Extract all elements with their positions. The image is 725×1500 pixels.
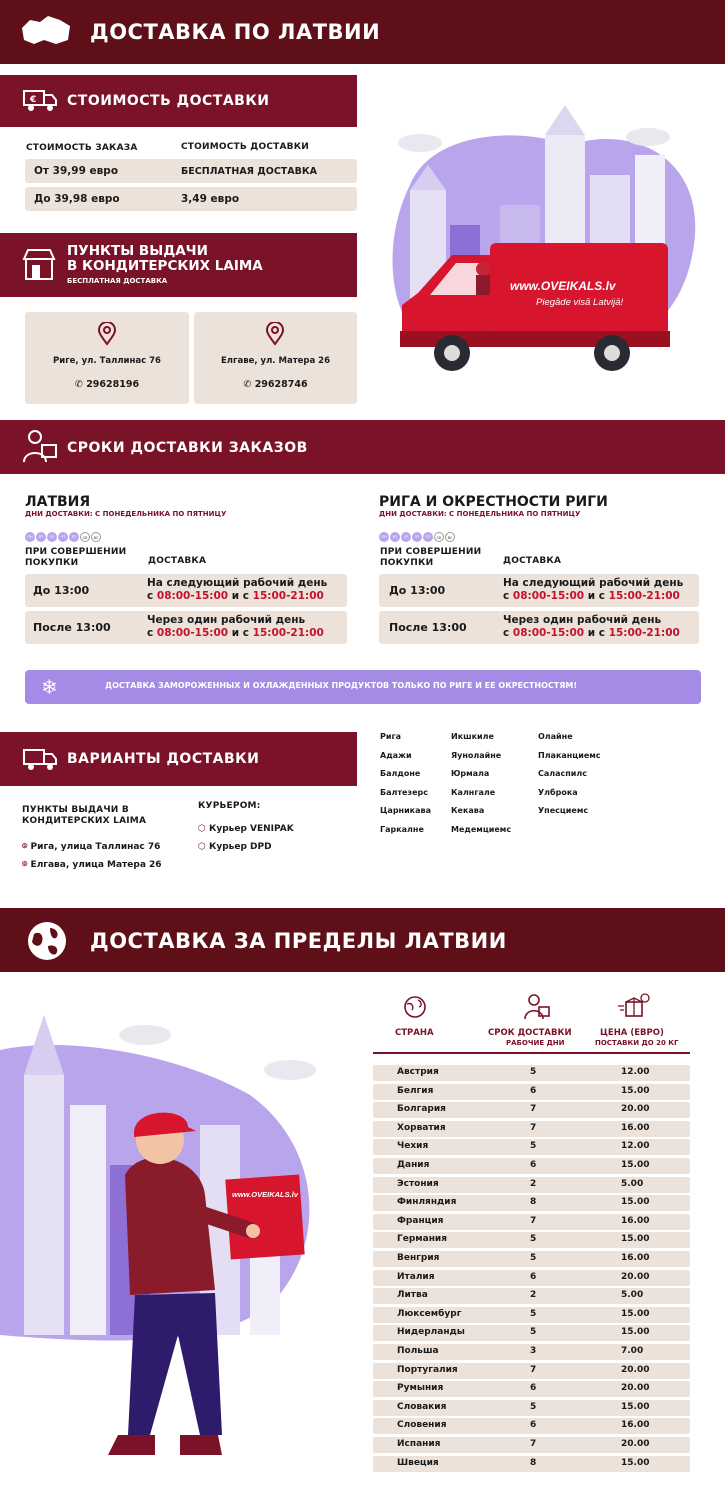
term-mid: и с	[584, 627, 609, 639]
latvia-map-icon	[20, 14, 72, 48]
day-chip: СБ	[434, 532, 444, 542]
variants-pickup-item	[22, 842, 160, 852]
country-name: Эстония	[397, 1178, 439, 1189]
city-name: Балтезерс	[380, 788, 428, 797]
riga-days-text: ДНИ ДОСТАВКИ: С ПОНЕДЕЛЬНИКА ПО ПЯТНИЦУ	[379, 510, 581, 518]
package-icon: ⬡	[198, 824, 206, 834]
term-when: До 13:00	[33, 584, 90, 597]
latvia-col-purchase: ПРИ СОВЕРШЕНИИ ПОКУПКИ	[25, 547, 127, 568]
latvia-term-row	[25, 574, 347, 607]
day-chip: ПН	[379, 532, 389, 542]
day-chip: СР	[47, 532, 57, 542]
delivery-price: 15.00	[621, 1401, 650, 1412]
delivery-days: 6	[530, 1160, 537, 1170]
table-row	[373, 1418, 690, 1434]
pickup-title-1: ПУНКТЫ ВЫДАЧИ	[67, 243, 208, 259]
delivery-days: 3	[530, 1346, 537, 1356]
table-row	[373, 1307, 690, 1323]
cost-title: СТОИМОСТЬ ДОСТАВКИ	[67, 93, 270, 109]
country-name: Швеция	[397, 1457, 439, 1468]
shop-icon	[20, 247, 58, 283]
country-name: Белгия	[397, 1085, 434, 1096]
delivery-price: 20.00	[621, 1271, 650, 1282]
city-name: Медемциемс	[451, 825, 512, 834]
day-chip: ВС	[91, 532, 101, 542]
cost-col-order: СТОИМОСТЬ ЗАКАЗА	[26, 143, 138, 153]
table-row	[373, 1214, 690, 1230]
term-line: Через один рабочий день	[503, 614, 662, 626]
delivery-days: 6	[530, 1420, 537, 1431]
delivery-days: 7	[530, 1104, 537, 1115]
city-name: Калнгале	[451, 788, 496, 797]
term-line: Через один рабочий день	[147, 614, 306, 626]
term-time-1: 08:00-15:00	[156, 627, 229, 639]
cost-col-delivery: СТОИМОСТЬ ДОСТАВКИ	[181, 142, 309, 152]
country-name: Хорватия	[397, 1122, 446, 1133]
abroad-title: ДОСТАВКА ЗА ПРЕДЕЛЫ ЛАТВИИ	[90, 929, 507, 953]
delivery-price: 20.00	[621, 1439, 650, 1449]
country-name: Литва	[397, 1290, 428, 1301]
delivery-price: 15.00	[621, 1457, 650, 1468]
latvia-col-delivery: ДОСТАВКА	[148, 556, 207, 566]
pickup-card	[25, 312, 189, 404]
terms-band	[0, 420, 725, 474]
city-name: Упесциемс	[538, 806, 589, 815]
van-site: www.OVEIKALS.lv	[510, 279, 616, 293]
variants-pickup-label	[22, 805, 146, 827]
day-chip: ПТ	[69, 532, 79, 542]
delivery-days: 8	[530, 1457, 537, 1468]
courier-illustration	[0, 1015, 340, 1485]
riga-title: РИГА И ОКРЕСТНОСТИ РИГИ	[379, 494, 608, 510]
country-name: Венгрия	[397, 1253, 440, 1263]
term-line: На следующий рабочий день	[503, 577, 684, 589]
term-mid: и с	[228, 590, 253, 602]
city-name: Гаркалне	[380, 825, 424, 834]
pickup-address: Елгаве, ул. Матера 26	[221, 356, 330, 366]
delivery-van-illustration	[370, 95, 715, 395]
cost-price-value: 3,49 евро	[181, 193, 240, 205]
table-row	[373, 1102, 690, 1118]
abroad-band	[0, 908, 725, 972]
country-name: Румыния	[397, 1383, 444, 1394]
term-time-2: 15:00-21:00	[252, 627, 324, 639]
delivery-price: 12.00	[621, 1141, 650, 1152]
delivery-days: 7	[530, 1439, 537, 1449]
country-name: Германия	[397, 1234, 448, 1245]
day-chip: ПТ	[423, 532, 433, 542]
riga-term-row	[379, 611, 699, 644]
pickup-title-2: В КОНДИТЕРСКИХ LAIMA	[67, 258, 263, 274]
delivery-days: 7	[530, 1364, 537, 1375]
table-row	[373, 1325, 690, 1341]
frozen-note-bar	[25, 670, 701, 704]
term-when: После 13:00	[389, 621, 467, 634]
country-name: Австрия	[397, 1067, 439, 1077]
latvia-days-text: ДНИ ДОСТАВКИ: С ПОНЕДЕЛЬНИКА ПО ПЯТНИЦУ	[25, 510, 227, 518]
term-pre: с	[503, 627, 513, 639]
riga-col-purchase: ПРИ СОВЕРШЕНИИ ПОКУПКИ	[380, 547, 482, 568]
col-term-sub: РАБОЧИЕ ДНИ	[506, 1039, 565, 1047]
table-row	[373, 1065, 690, 1081]
country-name: Дания	[397, 1160, 430, 1170]
delivery-days: 5	[530, 1401, 537, 1412]
table-row	[373, 1121, 690, 1137]
country-name: Финляндия	[397, 1197, 457, 1208]
day-chip: СБ	[80, 532, 90, 542]
country-name: Нидерланды	[397, 1327, 465, 1338]
table-row	[373, 1344, 690, 1360]
day-chip: СР	[401, 532, 411, 542]
delivery-days: 2	[530, 1178, 537, 1189]
country-name: Польша	[397, 1346, 439, 1356]
cost-order-value: От 39,99 евро	[34, 165, 119, 177]
page-title: ДОСТАВКА ПО ЛАТВИИ	[90, 20, 381, 44]
table-row	[373, 1232, 690, 1248]
delivery-price: 16.00	[621, 1215, 650, 1226]
term-mid: и с	[584, 590, 609, 602]
variants-pickup-text: Рига, улица Таллинас 76	[30, 842, 161, 852]
country-name: Чехия	[397, 1141, 429, 1152]
pickup-subtitle: БЕСПЛАТНАЯ ДОСТАВКА	[67, 277, 168, 285]
table-row	[373, 1177, 690, 1193]
variants-title: ВАРИАНТЫ ДОСТАВКИ	[67, 751, 260, 767]
table-row	[373, 1158, 690, 1174]
pickup-band	[0, 233, 357, 297]
delivery-days: 5	[530, 1308, 537, 1319]
delivery-days: 2	[530, 1290, 537, 1301]
day-chip: ЧТ	[412, 532, 422, 542]
city-name: Олайне	[538, 732, 573, 741]
pickup-address: Риге, ул. Таллинас 76	[53, 356, 161, 366]
truck-icon	[22, 746, 58, 772]
courier-name: Курьер VENIPAK	[209, 824, 294, 834]
pickup-card	[194, 312, 357, 404]
courier-item	[198, 842, 272, 852]
frozen-note: ДОСТАВКА ЗАМОРОЖЕННЫХ И ОХЛАЖДЕННЫХ ПРОДУКТОВ ТОЛЬКО ПО РИГЕ И ЕЕ ОКРЕСТНОСТЯМ!	[105, 681, 577, 690]
city-name: Кекава	[451, 806, 485, 815]
term-when: После 13:00	[33, 621, 111, 634]
location-pin-icon	[265, 322, 285, 346]
table-row	[373, 1400, 690, 1416]
delivery-days: 5	[530, 1067, 537, 1077]
table-row	[373, 1381, 690, 1397]
term-line: На следующий рабочий день	[147, 577, 328, 589]
term-mid: и с	[228, 627, 253, 639]
delivery-price: 15.00	[621, 1234, 650, 1245]
term-when: До 13:00	[389, 584, 446, 597]
day-chip: ВС	[445, 532, 455, 542]
table-row	[373, 1084, 690, 1100]
delivery-price: 20.00	[621, 1364, 650, 1375]
delivery-price: 15.00	[621, 1327, 650, 1338]
delivery-price: 15.00	[621, 1160, 650, 1170]
van-slogan: Piegāde visā Latvijā!	[536, 297, 624, 308]
table-header-rule	[373, 1052, 690, 1054]
country-name: Испания	[397, 1439, 441, 1449]
pickup-phone[interactable]: 29628746	[254, 379, 308, 390]
location-pin-icon	[97, 322, 117, 346]
day-chip: ЧТ	[58, 532, 68, 542]
delivery-days: 6	[530, 1085, 537, 1096]
country-name: Португалия	[397, 1364, 458, 1375]
courier-item	[198, 824, 294, 834]
country-name: Болгария	[397, 1104, 446, 1115]
courier-name: Курьер DPD	[209, 842, 272, 852]
delivery-days: 6	[530, 1383, 537, 1394]
table-row	[373, 1437, 690, 1453]
globe-icon	[26, 920, 68, 962]
location-pin-icon: ⌾	[22, 842, 28, 852]
delivery-price: 16.00	[621, 1253, 650, 1263]
table-row	[373, 1270, 690, 1286]
snowflake-icon: ❄	[41, 675, 58, 699]
delivery-price: 15.00	[621, 1308, 650, 1319]
city-name: Яунолайне	[451, 751, 502, 760]
cost-band	[0, 75, 357, 127]
delivery-days: 6	[530, 1271, 537, 1282]
delivery-price: 5.00	[621, 1178, 644, 1189]
city-name: Юрмала	[451, 769, 490, 778]
location-pin-icon: ⌾	[22, 860, 28, 870]
day-chip: ВТ	[36, 532, 46, 542]
country-name: Люксембург	[397, 1308, 462, 1319]
city-name: Балдоне	[380, 769, 421, 778]
city-name: Плаканциемс	[538, 751, 601, 760]
header-band	[0, 0, 725, 64]
day-chip: ВТ	[390, 532, 400, 542]
city-name: Икшкиле	[451, 732, 494, 741]
city-name: Адажи	[380, 751, 412, 760]
delivery-price: 7.00	[621, 1346, 644, 1356]
delivery-days: 7	[530, 1122, 537, 1133]
day-chip: ПН	[25, 532, 35, 542]
city-name: Царникава	[380, 806, 431, 815]
box-site: www.OVEIKALS.lv	[232, 1190, 298, 1199]
table-row	[373, 1251, 690, 1267]
courier-icon	[522, 992, 552, 1020]
delivery-days: 5	[530, 1253, 537, 1263]
table-row	[373, 1363, 690, 1379]
term-pre: с	[503, 590, 513, 602]
terms-title: СРОКИ ДОСТАВКИ ЗАКАЗОВ	[67, 440, 308, 456]
latvia-day-chips	[25, 526, 102, 545]
riga-col-delivery: ДОСТАВКА	[503, 556, 562, 566]
variants-band	[0, 732, 357, 786]
cost-row	[25, 187, 357, 211]
riga-term-row	[379, 574, 699, 607]
col-price: ЦЕНА (ЕВРО)	[600, 1028, 664, 1038]
variants-pickup-text: Елгава, улица Матера 26	[30, 860, 162, 870]
col-price-sub: ПОСТАВКИ ДО 20 КГ	[595, 1039, 679, 1047]
latvia-title: ЛАТВИЯ	[25, 494, 91, 510]
courier-label: КУРЬЕРОМ:	[198, 801, 261, 811]
delivery-price: 16.00	[621, 1122, 650, 1133]
latvia-term-row	[25, 611, 347, 644]
delivery-days: 8	[530, 1197, 537, 1208]
city-name: Улброка	[538, 788, 578, 797]
delivery-days: 5	[530, 1234, 537, 1245]
term-time-1: 08:00-15:00	[512, 627, 585, 639]
courier-box-icon	[20, 428, 60, 466]
delivery-days: 5	[530, 1141, 537, 1152]
table-row	[373, 1195, 690, 1211]
country-name: Словакия	[397, 1401, 447, 1412]
table-row	[373, 1456, 690, 1472]
table-row	[373, 1288, 690, 1304]
delivery-price: 15.00	[621, 1197, 650, 1208]
package-icon: ⬡	[198, 842, 206, 852]
delivery-price: 20.00	[621, 1104, 650, 1115]
cost-price-value: БЕСПЛАТНАЯ ДОСТАВКА	[181, 165, 318, 177]
term-pre: с	[147, 627, 157, 639]
parcel-price-icon	[618, 992, 652, 1020]
city-name: Рига	[380, 732, 402, 741]
delivery-price: 5.00	[621, 1290, 644, 1301]
country-name: Словения	[397, 1420, 447, 1431]
phone-icon: ✆	[243, 379, 252, 390]
col-country: СТРАНА	[395, 1028, 434, 1038]
term-time-2: 15:00-21:00	[252, 590, 324, 602]
city-name: Саласпилс	[538, 769, 588, 778]
delivery-price: 12.00	[621, 1067, 650, 1077]
term-time-2: 15:00-21:00	[608, 627, 680, 639]
term-time-1: 08:00-15:00	[512, 590, 585, 602]
variants-pickup-item	[22, 860, 162, 870]
riga-day-chips	[379, 526, 456, 545]
cost-order-value: До 39,98 евро	[34, 193, 120, 205]
globe-pin-icon	[402, 994, 428, 1020]
variants-pickup-label-1: ПУНКТЫ ВЫДАЧИ В	[22, 805, 129, 815]
term-time-1: 08:00-15:00	[156, 590, 229, 602]
col-term: СРОК ДОСТАВКИ	[488, 1028, 572, 1038]
country-name: Италия	[397, 1271, 435, 1282]
svg-text:€: €	[30, 95, 37, 105]
delivery-days: 5	[530, 1327, 537, 1338]
euro-truck-icon	[22, 87, 58, 113]
delivery-price: 15.00	[621, 1085, 650, 1096]
variants-pickup-label-2: КОНДИТЕРСКИХ LAIMA	[22, 816, 147, 826]
table-row	[373, 1139, 690, 1155]
cost-row	[25, 159, 357, 183]
delivery-price: 20.00	[621, 1383, 650, 1394]
phone-icon: ✆	[74, 379, 83, 390]
country-name: Франция	[397, 1215, 444, 1226]
delivery-days: 7	[530, 1215, 537, 1226]
term-time-2: 15:00-21:00	[608, 590, 680, 602]
pickup-phone[interactable]: 29628196	[86, 379, 140, 390]
term-pre: с	[147, 590, 157, 602]
delivery-price: 16.00	[621, 1420, 650, 1431]
